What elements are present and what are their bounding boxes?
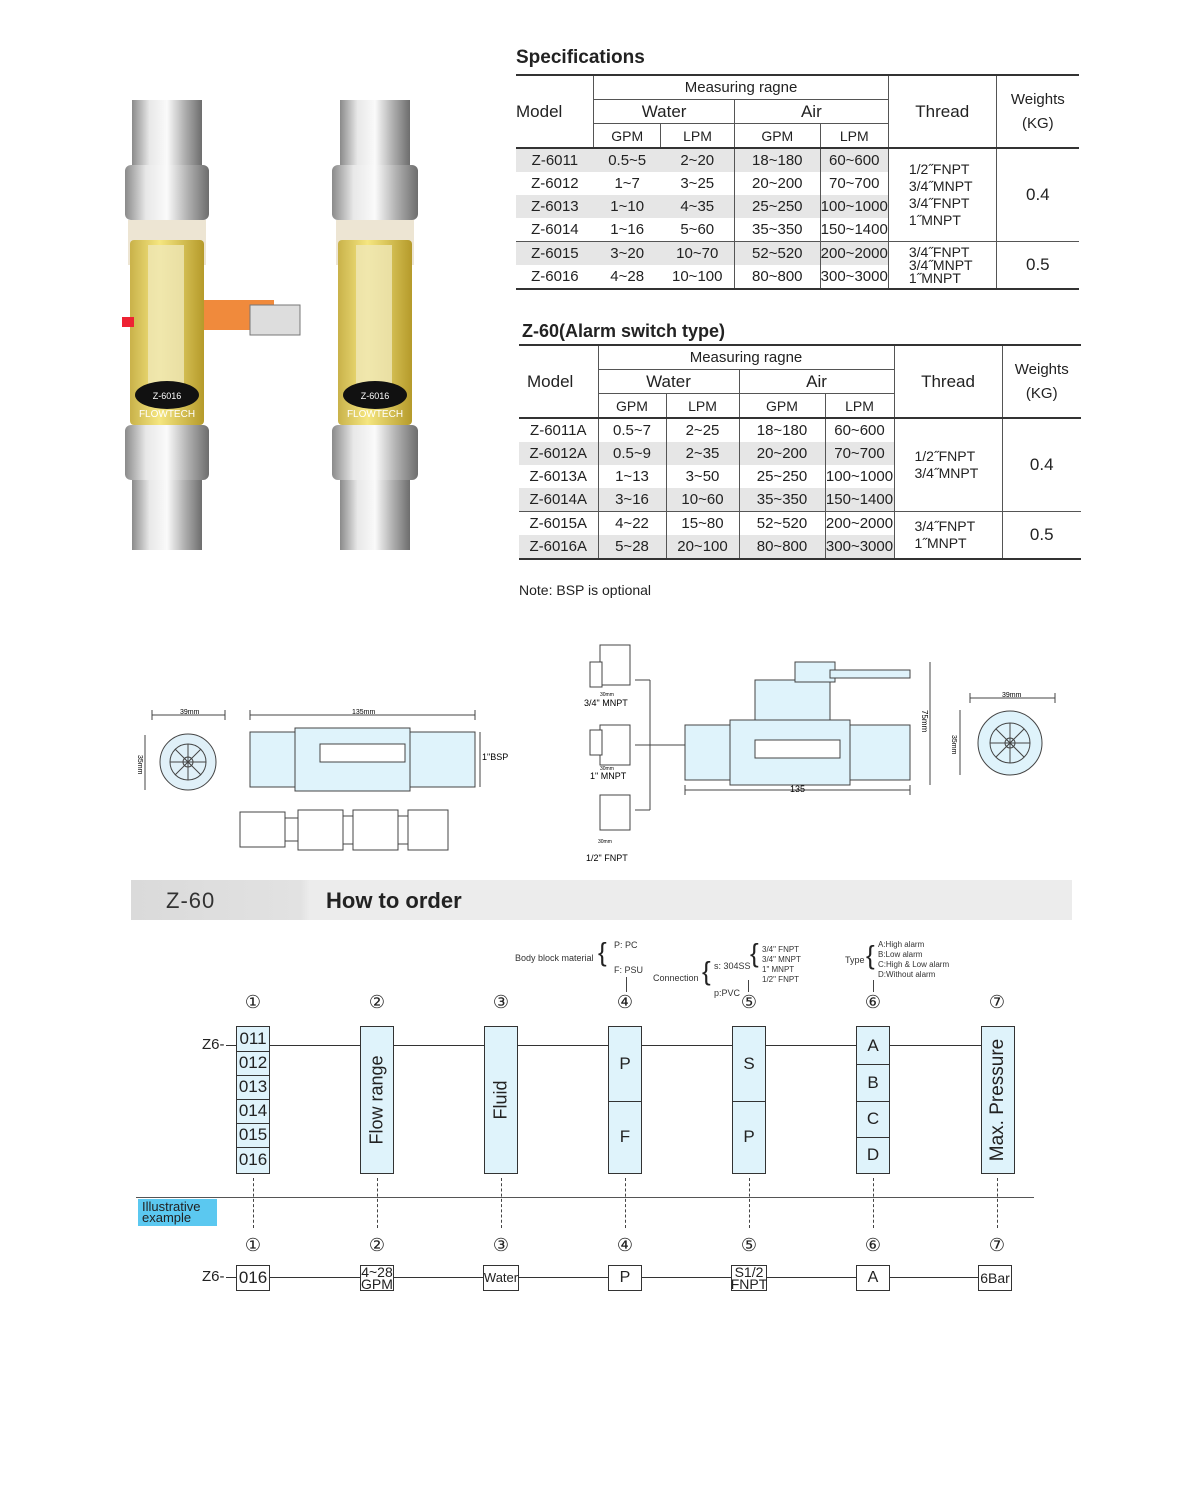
cell: Z-6014A <box>529 491 588 508</box>
step-1-ex: ① <box>244 1235 262 1255</box>
col-measuring: Measuring ragne <box>594 75 889 100</box>
pressure-label: Max. Pressure <box>987 1038 1008 1162</box>
step-3-ex: ③ <box>492 1235 510 1255</box>
col-weights: Weights (KG) <box>996 75 1079 148</box>
technical-drawing <box>130 640 1080 870</box>
cell: 1~10 <box>610 198 645 215</box>
ex-model: 016 <box>236 1265 270 1291</box>
thread-group-b: 3/4˝FNPT 3/4˝MNPT 1˝MNPT <box>888 242 996 290</box>
cell: 3~16 <box>598 488 666 512</box>
table-row <box>519 512 1081 536</box>
cell: 52~520 <box>734 242 820 266</box>
cell: 80~800 <box>739 535 825 559</box>
arrow-1 <box>253 1178 254 1228</box>
dim-135mm: 135mm <box>352 709 376 716</box>
dim-35b: 35mm <box>950 735 957 755</box>
cell: Z-6016 <box>531 268 579 285</box>
model-013: 013 <box>237 1075 269 1100</box>
cell: 2~35 <box>666 442 739 465</box>
connector <box>626 977 627 992</box>
arrow-4 <box>625 1178 626 1228</box>
alarm-weight-a: 0.4 <box>1002 418 1081 512</box>
cell: 3~25 <box>680 175 715 192</box>
cell: 100~1000 <box>820 195 888 218</box>
alarm-thread-b: 3/4˝FNPT 1˝MNPT <box>894 512 1002 560</box>
cell: 4~22 <box>598 512 666 536</box>
step-2: ② <box>368 992 386 1012</box>
col-air: Air <box>739 370 894 394</box>
alarm-weight-b: 0.5 <box>1002 512 1081 560</box>
cell: 70~700 <box>820 172 888 195</box>
specs-title: Specifications <box>516 47 645 68</box>
table-row <box>516 242 1079 266</box>
ex-pressure: 6Bar <box>978 1265 1012 1291</box>
ex-conn: S1/2 FNPT <box>730 1264 768 1292</box>
step-6-ex: ⑥ <box>864 1235 882 1255</box>
col-gpm: GPM <box>734 124 820 149</box>
step-5: ⑤ <box>740 992 758 1012</box>
cell: 2~25 <box>666 418 739 442</box>
flow-box <box>360 1026 394 1174</box>
col-gpm: GPM <box>594 124 661 149</box>
illustrative-badge: Illustrative example <box>138 1199 217 1226</box>
cell: 3~50 <box>666 465 739 488</box>
cell: Z-6011A <box>530 422 587 439</box>
dim-30-c: 30mm <box>598 839 612 845</box>
step-4: ④ <box>616 992 634 1012</box>
cell: 18~180 <box>739 418 825 442</box>
arrow-3 <box>501 1178 502 1228</box>
weight-a: 0.4 <box>996 148 1079 242</box>
alarm-thread-a: 1/2˝FNPT 3/4˝MNPT <box>894 418 1002 512</box>
body-p: P: PC <box>614 940 638 950</box>
label-fnpt12: 1/2" FNPT <box>586 853 628 863</box>
type-c: C <box>857 1101 889 1138</box>
col-lpm: LPM <box>825 394 894 419</box>
step-5-ex: ⑤ <box>740 1235 758 1255</box>
cell: 150~1400 <box>825 488 894 512</box>
cell: 200~2000 <box>820 242 888 266</box>
cell: 20~200 <box>739 442 825 465</box>
col-water: Water <box>594 100 735 124</box>
cell: Z-6015 <box>531 245 579 262</box>
flowmeter-with-alarm <box>122 100 300 550</box>
table-row <box>516 148 1079 172</box>
type-box <box>856 1026 890 1174</box>
col-model: Model <box>519 345 598 418</box>
cell: 150~1400 <box>820 218 888 242</box>
specs-table <box>516 74 1079 290</box>
thread-group-a: 1/2˝FNPT 3/4˝MNPT 3/4˝FNPT 1˝MNPT <box>888 148 996 242</box>
arrow-7 <box>997 1178 998 1228</box>
col-air: Air <box>734 100 888 124</box>
model-012: 012 <box>237 1051 269 1076</box>
cell: 18~180 <box>734 148 820 172</box>
step-7: ⑦ <box>988 992 1006 1012</box>
photo-brand-right: FLOWTECH <box>346 409 404 420</box>
step-1: ① <box>244 992 262 1012</box>
cell: 1~7 <box>614 175 640 192</box>
alarm-title: Z-60(Alarm switch type) <box>522 321 726 341</box>
cell: 15~80 <box>666 512 739 536</box>
cell: Z-6012A <box>529 445 588 462</box>
type-b: B <box>857 1064 889 1102</box>
dim-39: 39mm <box>180 709 200 716</box>
col-thread: Thread <box>894 345 1002 418</box>
photo-brand-left: FLOWTECH <box>138 409 196 420</box>
example-prefix: Z6- <box>202 1268 225 1285</box>
body-box <box>608 1026 642 1174</box>
cell: 0.5~9 <box>598 442 666 465</box>
cell: Z-6014 <box>531 221 579 238</box>
cell: 10~70 <box>676 245 719 262</box>
col-model: Model <box>516 75 594 148</box>
connector <box>873 980 874 992</box>
cell: Z-6013A <box>529 468 588 485</box>
cell: 20~200 <box>734 172 820 195</box>
ex-fluid: Water <box>483 1265 519 1291</box>
cell: 10~100 <box>672 268 723 285</box>
cell: 0.5~7 <box>598 418 666 442</box>
photo-label-right: Z-6016 <box>360 391 390 401</box>
arrow-6 <box>873 1178 874 1228</box>
type-label: Type <box>845 955 865 965</box>
col-gpm: GPM <box>739 394 825 419</box>
model-011: 011 <box>237 1027 269 1052</box>
cell: 3~20 <box>610 245 645 262</box>
conn-options: 3/4" FNPT 3/4" MNPT 1" MNPT 1/2" FNPT <box>762 945 801 984</box>
dim-30-a: 30mm <box>600 692 614 698</box>
conn-box <box>732 1026 766 1174</box>
step-7-ex: ⑦ <box>988 1235 1006 1255</box>
model-box <box>236 1026 270 1174</box>
col-gpm: GPM <box>598 394 666 419</box>
cell: 10~60 <box>666 488 739 512</box>
ex-type: A <box>856 1265 890 1291</box>
body-f-cell: F <box>619 1127 631 1146</box>
conn-label: Connection <box>653 973 699 983</box>
col-lpm: LPM <box>820 124 888 149</box>
conn-p: p:PVC <box>714 988 741 998</box>
cell: Z-6013 <box>531 198 579 215</box>
cell: 100~1000 <box>825 465 894 488</box>
brace-icon: { <box>598 937 607 967</box>
cell: 0.5~5 <box>608 152 647 169</box>
cell: 60~600 <box>820 148 888 172</box>
cell: 300~3000 <box>820 265 888 289</box>
flowmeter-standard <box>332 100 418 550</box>
cell: 35~350 <box>734 218 820 242</box>
divider <box>136 1197 1034 1198</box>
brace-icon: { <box>702 956 711 986</box>
note: Note: BSP is optional <box>519 582 652 598</box>
model-016: 016 <box>238 1150 268 1169</box>
col-measuring: Measuring ragne <box>598 345 894 370</box>
model-015: 015 <box>237 1123 269 1148</box>
conn-s: s: 304SS <box>714 961 751 971</box>
cell: 35~350 <box>739 488 825 512</box>
cell: 5~60 <box>680 221 715 238</box>
cell: 20~100 <box>666 535 739 559</box>
flow-label: Flow range <box>366 1055 387 1145</box>
dim-39b: 39mm <box>1002 692 1022 699</box>
label-mnpt1: 1" MNPT <box>590 771 627 781</box>
step-2-ex: ② <box>368 1235 386 1255</box>
cell: 52~520 <box>739 512 825 536</box>
conn-s-cell: S <box>733 1027 765 1102</box>
cell: 4~35 <box>680 198 715 215</box>
col-thread: Thread <box>888 75 996 148</box>
col-water: Water <box>598 370 739 394</box>
type-options: A:High alarm B:Low alarm C:High & Low alarm D:Without alarm <box>878 940 950 979</box>
type-d: D <box>866 1145 880 1164</box>
dim-bsp: 1"BSP <box>482 752 509 762</box>
cell: Z-6012 <box>531 175 579 192</box>
cell: 4~28 <box>610 268 645 285</box>
dim-135: 135 <box>790 784 806 794</box>
order-banner <box>131 880 1072 920</box>
cell: 25~250 <box>739 465 825 488</box>
cell: 1~13 <box>598 465 666 488</box>
ex-flow: 4~28 GPM <box>361 1264 393 1292</box>
body-f: F: PSU <box>614 965 644 975</box>
fluid-label: Fluid <box>490 1080 511 1120</box>
dim-30-b: 30mm <box>600 766 614 772</box>
cell: 200~2000 <box>825 512 894 536</box>
cell: Z-6011 <box>531 152 579 169</box>
cell: 5~28 <box>598 535 666 559</box>
col-lpm: LPM <box>661 124 735 149</box>
cell: 80~800 <box>734 265 820 289</box>
arrow-5 <box>749 1178 750 1228</box>
step-4-ex: ④ <box>616 1235 634 1255</box>
conn-p-cell: P <box>743 1127 755 1146</box>
type-a: A <box>857 1027 889 1065</box>
cell: Z-6016A <box>529 538 588 555</box>
body-p-cell: P <box>609 1027 641 1102</box>
product-photo <box>110 95 450 555</box>
dim-35: 35mm <box>136 755 143 775</box>
cell: 25~250 <box>734 195 820 218</box>
cell: 300~3000 <box>825 535 894 559</box>
cell: 2~20 <box>680 152 715 169</box>
arrow-2 <box>377 1178 378 1228</box>
cell: Z-6015A <box>529 515 588 532</box>
brace-icon: { <box>750 938 759 968</box>
order-title: How to order <box>326 888 462 913</box>
connector <box>748 980 749 992</box>
label-mnpt34: 3/4" MNPT <box>584 698 628 708</box>
cell: 60~600 <box>825 418 894 442</box>
table-row <box>519 418 1081 442</box>
step-3: ③ <box>492 992 510 1012</box>
pressure-box <box>981 1026 1015 1174</box>
cell: 1~16 <box>610 221 645 238</box>
model-014: 014 <box>237 1099 269 1124</box>
ex-body: P <box>608 1265 642 1291</box>
alarm-table <box>519 344 1081 560</box>
weight-b: 0.5 <box>996 242 1079 290</box>
photo-label-left: Z-6016 <box>152 391 182 401</box>
order-prefix: Z6- <box>202 1036 225 1053</box>
step-6: ⑥ <box>864 992 882 1012</box>
order-code: Z-60 <box>166 888 216 913</box>
body-label: Body block material <box>515 953 594 963</box>
dim-75: 75mm <box>920 710 929 733</box>
fluid-box <box>484 1026 518 1174</box>
col-lpm: LPM <box>666 394 739 419</box>
brace-icon: { <box>866 940 875 970</box>
col-weights: Weights (KG) <box>1002 345 1081 418</box>
cell: 70~700 <box>825 442 894 465</box>
